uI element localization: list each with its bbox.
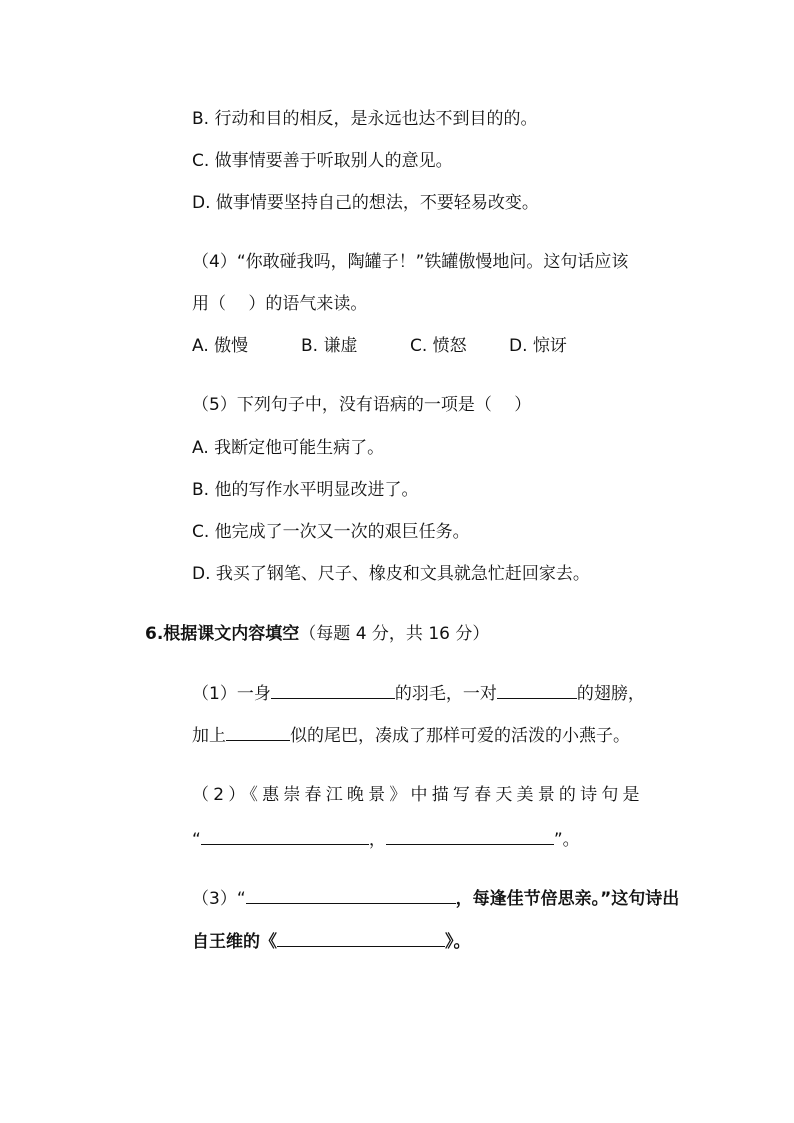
blank-poem-title[interactable] — [277, 930, 445, 947]
q5-stem: （5）下列句子中，没有语病的一项是（ ） — [192, 395, 532, 415]
fill-item-1-line1 — [192, 682, 645, 704]
section6-heading: 6.根据课文内容填空 — [145, 624, 300, 644]
fill-item-3-text-c: 自王维的《 — [192, 932, 277, 952]
q3-option-d: D. 做事情要坚持自己的想法，不要轻易改变。 — [192, 193, 539, 213]
blank-tail[interactable] — [226, 724, 290, 741]
section6-score-note: （每题 4 分，共 16 分） — [299, 624, 490, 644]
fill-item-2-line1: （2）《惠崇春江晚景》中描写春天美景的诗句是 — [192, 785, 644, 805]
blank-poem-line-2[interactable] — [386, 828, 554, 845]
q4-option-a: A. 傲慢 — [192, 336, 249, 356]
blank-feather[interactable] — [271, 682, 395, 699]
q3-option-c: C. 做事情要善于听取别人的意见。 — [192, 151, 453, 171]
fill-item-1-text-c: 的翅膀， — [576, 684, 645, 704]
fill-item-2-close-quote: ”。 — [553, 830, 580, 850]
q3-option-b: B. 行动和目的相反，是永远也达不到目的的。 — [192, 109, 538, 129]
fill-item-3-text-a: （3）“ — [192, 889, 246, 909]
fill-item-1-text-b: 的羽毛，一对 — [394, 684, 497, 704]
section6-title — [145, 624, 489, 644]
fill-item-3-text-b: ，每逢佳节倍思亲。”这句诗出 — [455, 889, 680, 909]
blank-poem-first-line[interactable] — [246, 887, 456, 904]
fill-item-1-line2 — [192, 724, 630, 746]
fill-item-1-text-a: （1）一身 — [192, 684, 271, 704]
q5-option-b: B. 他的写作水平明显改进了。 — [192, 480, 419, 500]
q4-stem-line2: 用（ ）的语气来读。 — [192, 294, 368, 314]
fill-item-3-line2 — [192, 930, 471, 952]
fill-item-3-text-d: 》。 — [445, 932, 471, 952]
q5-option-a: A. 我断定他可能生病了。 — [192, 438, 385, 458]
q4-option-c: C. 愤怒 — [410, 336, 467, 356]
fill-item-2-comma: ， — [368, 830, 386, 850]
blank-wings[interactable] — [497, 682, 577, 699]
fill-item-1-text-d: 加上 — [192, 726, 226, 746]
blank-poem-line-1[interactable] — [201, 828, 369, 845]
fill-item-2-open-quote: “ — [192, 830, 201, 850]
q4-option-d: D. 惊讶 — [509, 336, 567, 356]
q5-option-c: C. 他完成了一次又一次的艰巨任务。 — [192, 522, 470, 542]
fill-item-2-line2 — [192, 828, 580, 850]
fill-item-1-text-e: 似的尾巴，凑成了那样可爱的活泼的小燕子。 — [290, 726, 630, 746]
q5-option-d: D. 我买了钢笔、尺子、橡皮和文具就急忙赶回家去。 — [192, 564, 590, 584]
fill-item-3-line1 — [192, 887, 679, 909]
q4-stem-line1: （4）“你敢碰我吗，陶罐子！”铁罐傲慢地问。这句话应该 — [192, 252, 629, 272]
q4-option-b: B. 谦虚 — [301, 336, 358, 356]
